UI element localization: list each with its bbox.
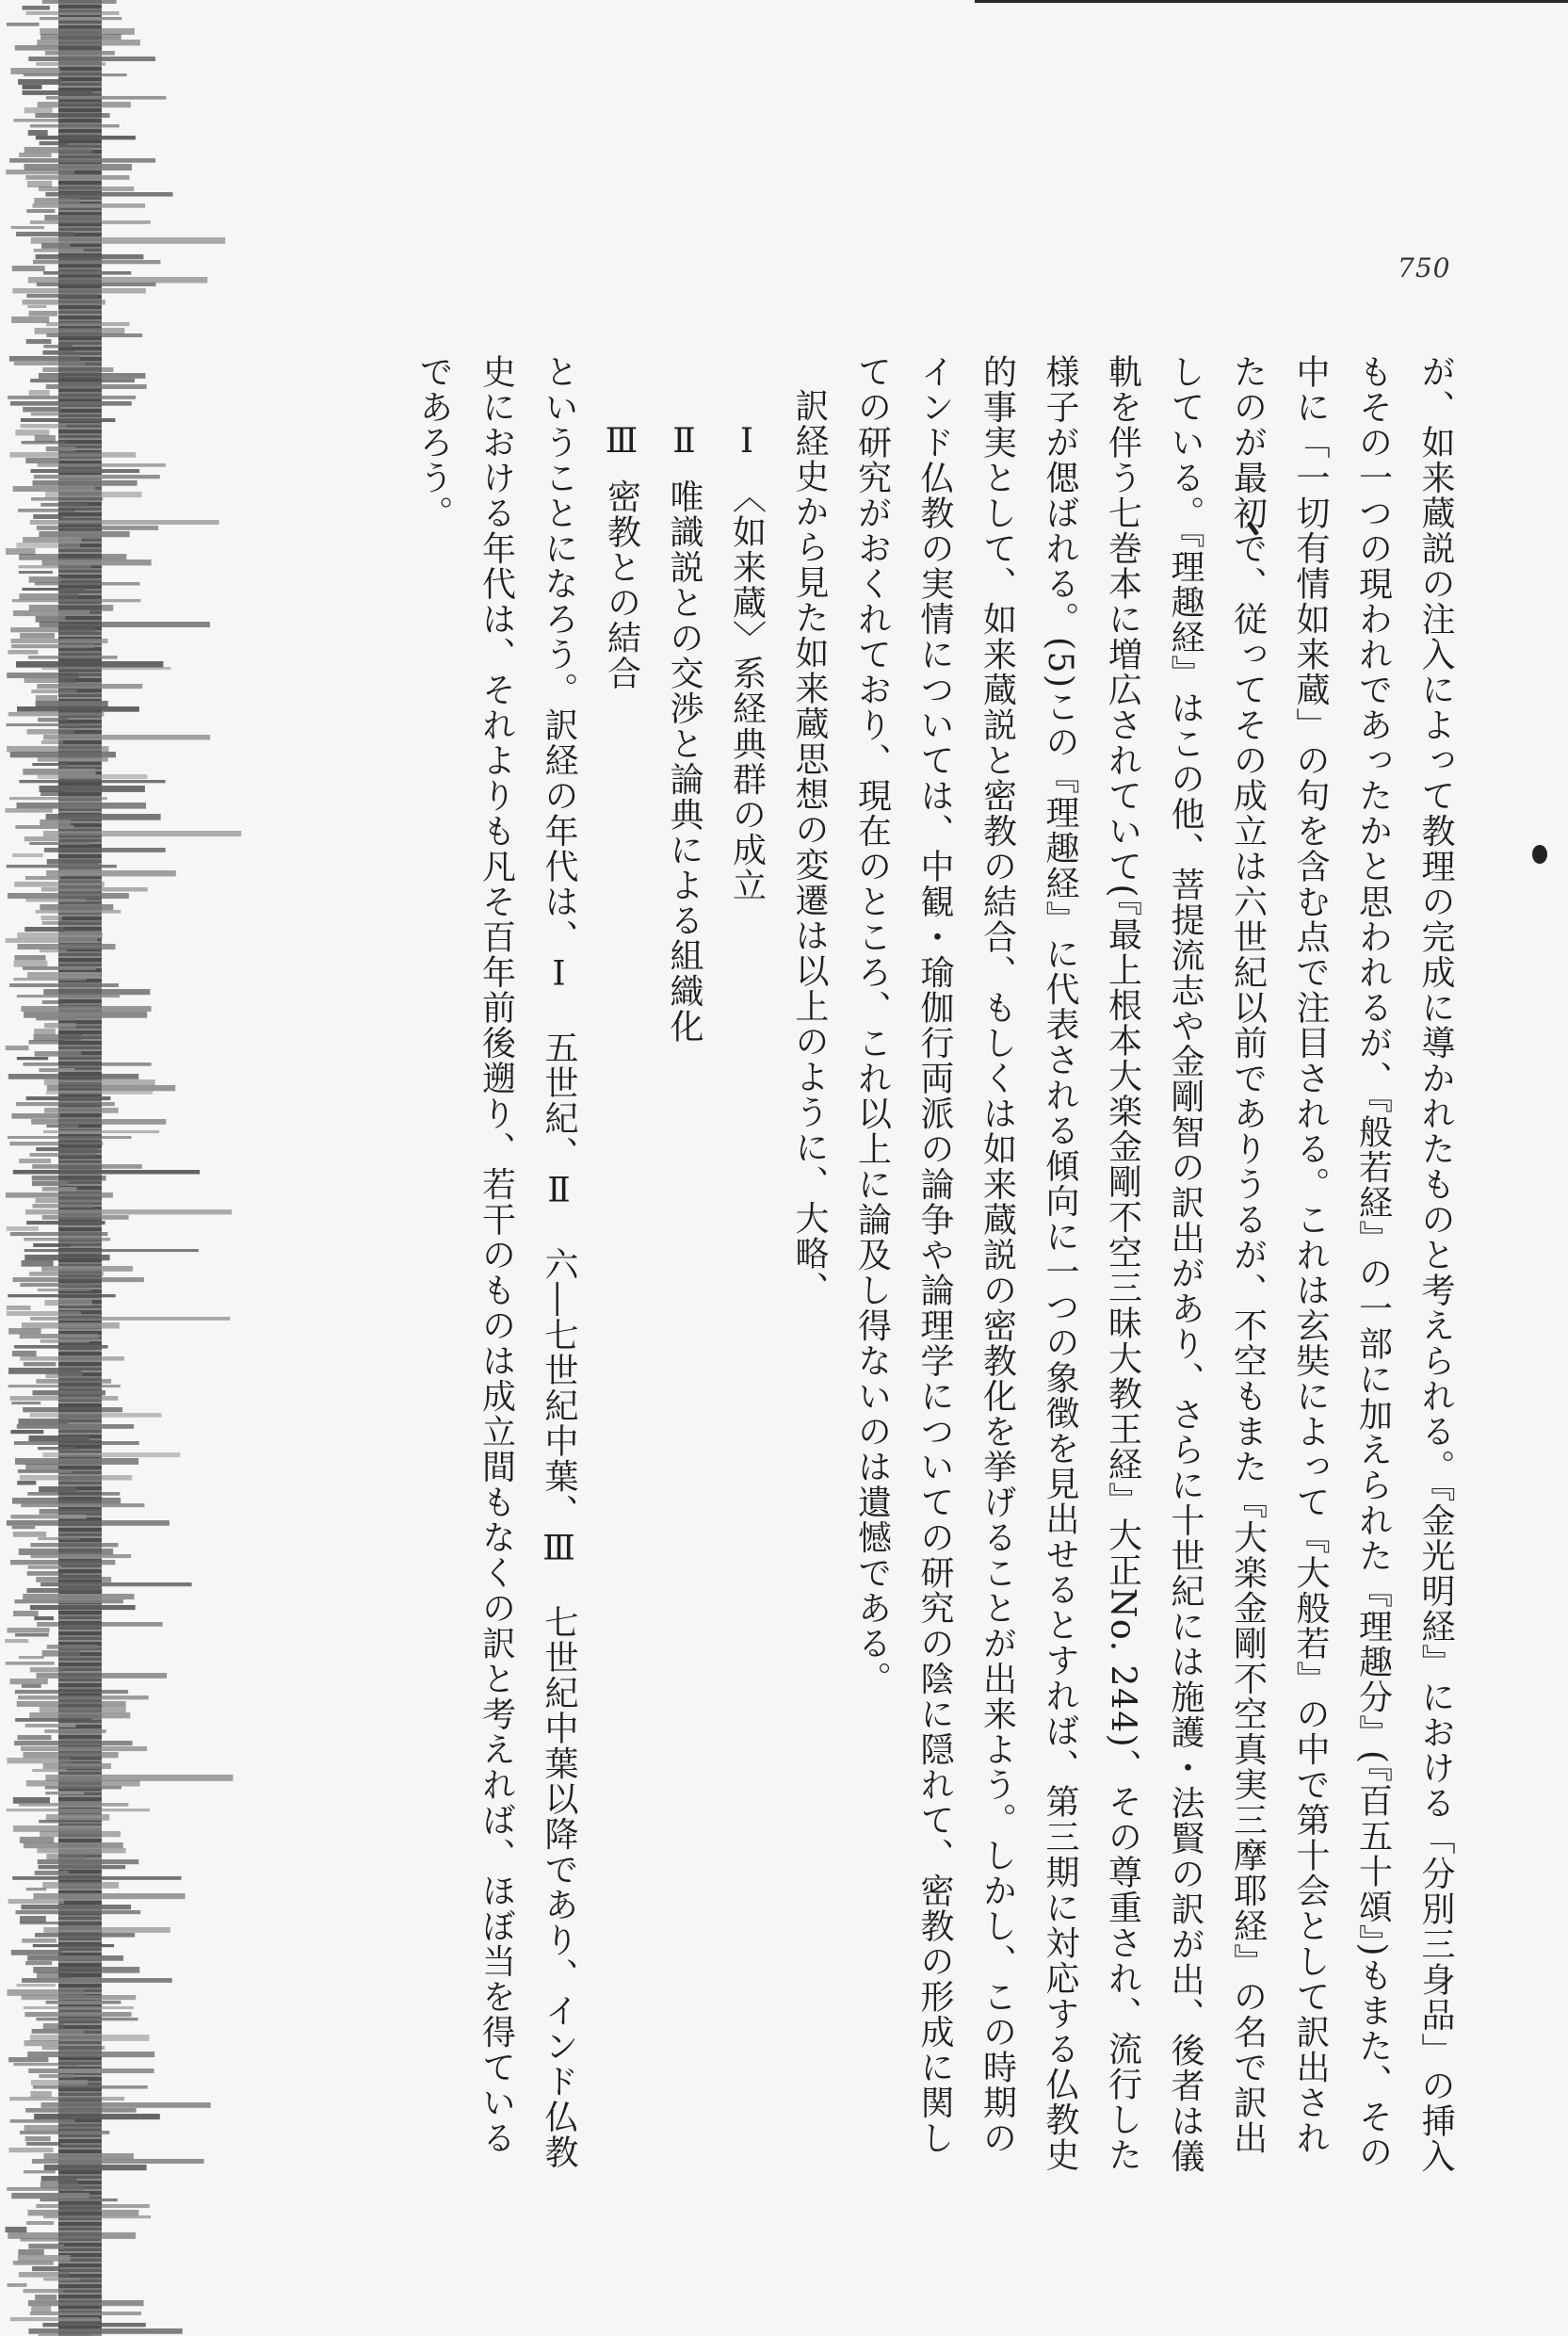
list-text: 〈如来蔵〉系経典群の成立: [727, 479, 767, 903]
vertical-body-text: [402, 354, 1467, 2182]
binding-shadow: [0, 0, 245, 2336]
list-number: Ⅰ: [727, 422, 767, 462]
list-number: Ⅱ: [665, 422, 703, 462]
list-number: Ⅲ: [602, 422, 641, 462]
paragraph: 訳経史から見た如来蔵思想の変遷は以上のように、大略、: [790, 388, 829, 1306]
list-text: 密教との結合: [602, 479, 641, 691]
top-rule: [975, 0, 1568, 3]
list-item: [653, 354, 716, 2182]
paragraph: ということになろう。訳経の年代は、Ⅰ 五世紀、Ⅱ 六―七世紀中葉、Ⅲ 七世紀中葉以降であり、インド仏教史における年代は、それよりも凡そ百年前後遡り、若干のものは成立間もなくの訳と考えれば、ほぼ当を得ているであろう。: [414, 354, 578, 2170]
scan-speck: [1532, 845, 1547, 864]
binding-shadow-spikes: [0, 0, 245, 2336]
list-item: [590, 354, 653, 2182]
page-number: 750: [1398, 252, 1451, 284]
list-text: 唯識説との交渉と論典による組織化: [665, 479, 703, 1045]
paragraph: が、如来蔵説の注入によって教理の完成に導かれたものと考えられる。『金光明経』における「分別三身品」の挿入もその一つの現われであったかと思われるが、『般若経』の一部に加えられた『理趣分』(『百五十頌』)もまた、その中に「一切有情如来蔵」の句を含む点で注目される。これは玄奘によって『大般若』の中で第十会として訳出されたのが最初で、従ってその成立は六世紀以前でありうるが、不空もまた『大楽金剛不空真実三摩耶経』の名で訳出している。『理趣経』はこの他、菩提流志や金剛智の訳出があり、さらに十世紀には施護・法賢の訳が出、後者は儀軌を伴う七巻本に増広されていて(『最上根本大楽金剛不空三昧大教王経』大正No. 244)、その尊重され、流行した様子が偲ばれる。(5)この『理趣経』に代表される傾向に一つの象徴を見出せるとすれば、第三期に対応する仏教史的事実として、如来蔵説と密教の結合、もしくは如来蔵説の密教化を挙げることが出来よう。しかし、この時期のインド仏教の実情については、中観・瑜伽行両派の論争や論理学についての研究の陰に隠れて、密教の形成に関しての研究がおくれており、現在のところ、これ以上に論及し得ないのは遺憾である。: [852, 354, 1455, 2174]
list-item: [715, 354, 778, 2182]
